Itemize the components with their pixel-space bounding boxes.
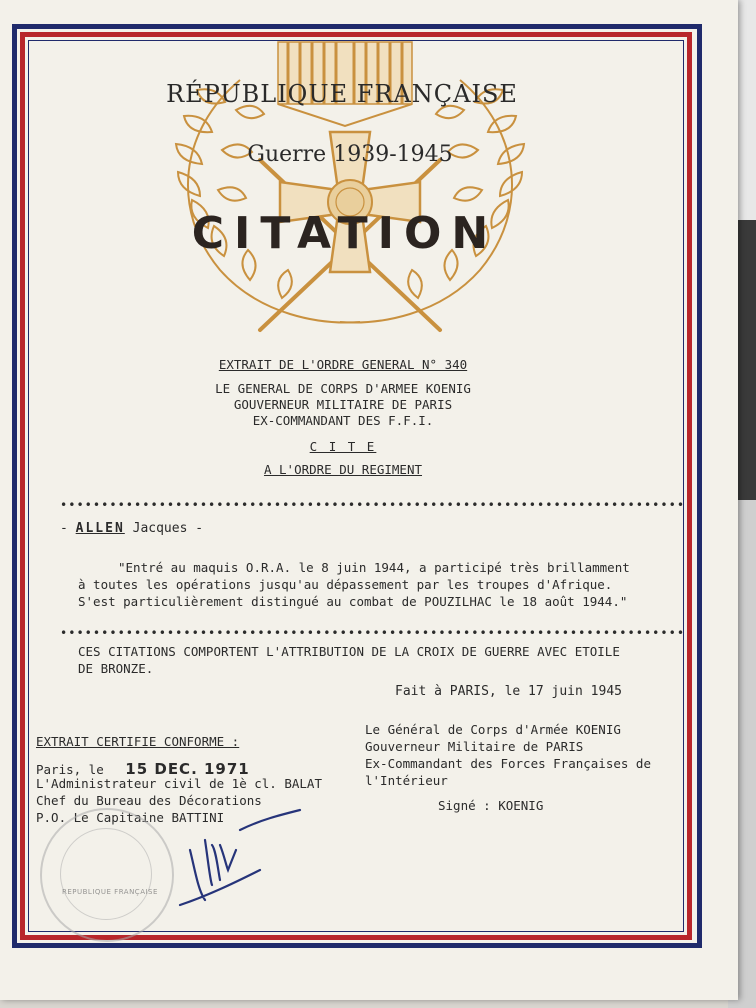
signer-line-4: l'Intérieur <box>365 773 448 788</box>
order-general-line: LE GENERAL DE CORPS D'ARMEE KOENIG <box>215 381 471 396</box>
embossed-seal-inner <box>60 828 152 920</box>
attribution-line-2: DE BRONZE. <box>78 661 154 676</box>
order-reference: EXTRAIT DE L'ORDRE GENERAL N° 340 <box>218 357 468 372</box>
certified-date: 15 DEC. 1971 <box>125 760 250 778</box>
order-ffi-line: EX-COMMANDANT DES F.F.I. <box>252 413 434 428</box>
citation-text-line-1: "Entré au maquis O.R.A. le 8 juin 1944, a participé très brillamment <box>118 560 630 575</box>
dotted-separator-bottom: •••••••••••••••••••••••••••••••••••••••••••••••••••••••••••••••••••••••••••• <box>60 626 686 640</box>
bureau-chief-line: Chef du Bureau des Décorations <box>36 793 262 808</box>
republique-heading: RÉPUBLIQUE FRANÇAISE <box>166 80 518 108</box>
handwritten-signature <box>150 810 310 910</box>
citation-text-line-2: à toutes les opérations jusqu'au dépassement par les troupes d'Afrique. <box>78 577 613 592</box>
paris-le: Paris, le <box>36 762 104 777</box>
order-governor-line: GOUVERNEUR MILITAIRE DE PARIS <box>233 397 453 412</box>
recipient-surname: ALLEN <box>75 521 125 536</box>
recipient-firstname: Jacques - <box>132 521 204 536</box>
recipient-dash: - <box>60 521 68 536</box>
dotted-separator-top: •••••••••••••••••••••••••••••••••••••••••••••••••••••••••••••••••••••••••••• <box>60 498 686 512</box>
signe-koenig: Signé : KOENIG <box>438 798 544 813</box>
fait-a-paris: Fait à PARIS, le 17 juin 1945 <box>395 684 622 699</box>
captain-line: P.O. Le Capitaine BATTINI <box>36 810 225 825</box>
recipient-line <box>60 521 203 536</box>
attribution-line-1: CES CITATIONS COMPORTENT L'ATTRIBUTION DE LA CROIX DE GUERRE AVEC ETOILE <box>78 644 620 659</box>
signer-line-3: Ex-Commandant des Forces Françaises de <box>365 756 651 771</box>
administrator-line: L'Administrateur civil de 1è cl. BALAT <box>36 776 322 791</box>
citation-title: CITATION <box>191 208 499 259</box>
embossed-seal-label: REPUBLIQUE FRANÇAISE <box>62 888 158 896</box>
citation-text-line-3: S'est particulièrement distingué au combat de POUZILHAC le 18 août 1944." <box>78 594 628 609</box>
signer-line-1: Le Général de Corps d'Armée KOENIG <box>365 722 621 737</box>
regiment-heading: A L'ORDRE DU REGIMENT <box>263 462 423 477</box>
signer-line-2: Gouverneur Militaire de PARIS <box>365 739 584 754</box>
certifie-title: EXTRAIT CERTIFIE CONFORME : <box>36 734 240 749</box>
cite-heading: C I T E <box>309 439 377 454</box>
war-dates-heading: Guerre 1939-1945 <box>247 142 453 167</box>
